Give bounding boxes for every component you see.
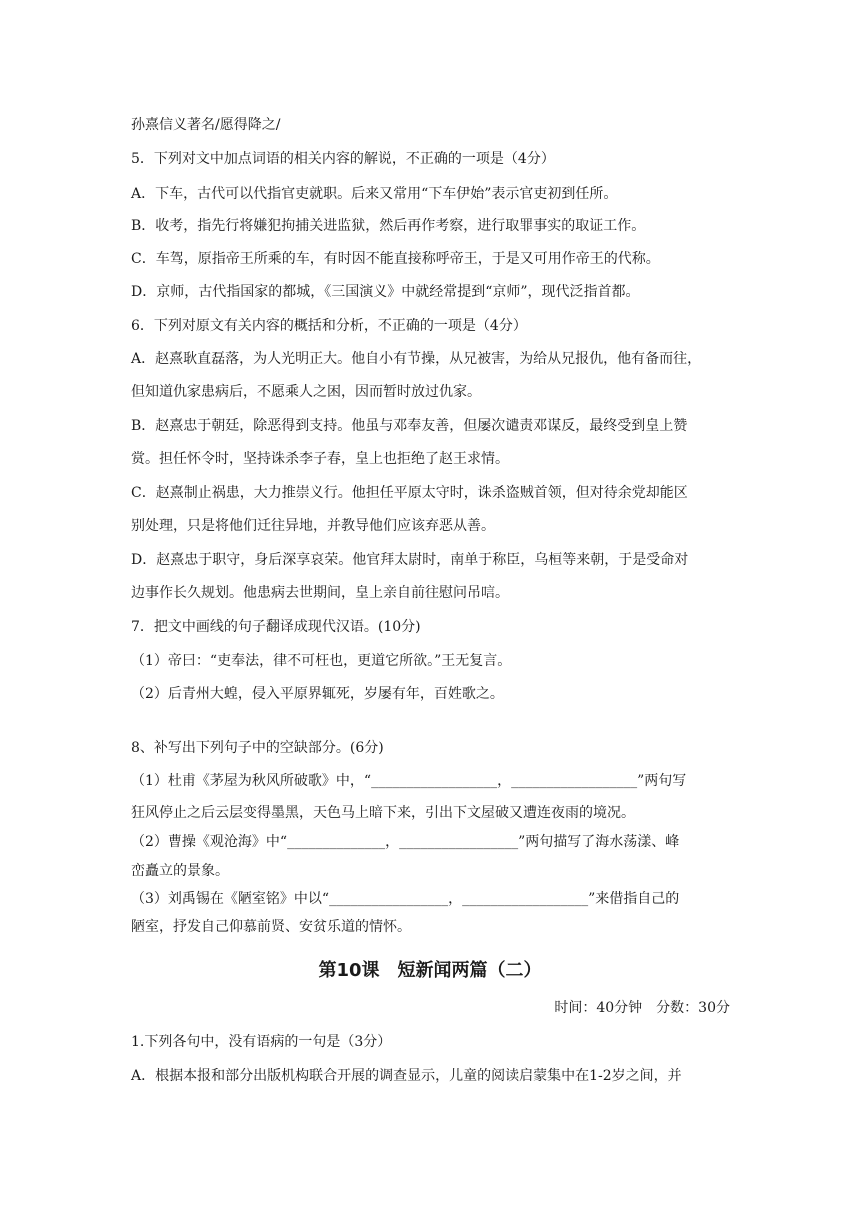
q8-item-2-line1: （2）曹操《观沧海》中“______________，_________________”两句描写了海水荡漾、峰 <box>131 834 680 850</box>
question-5-stem: 5．下列对文中加点词语的相关内容的解说，不正确的一项是（4分） <box>131 151 555 167</box>
q8-item-3-line1: （3）刘禹锡在《陋室铭》中以“_________________，__________________”来借指自己的 <box>131 891 680 907</box>
q7-sentence-1: （1）帝曰：“吏奉法，律不可枉也，更道它所欲。”王无复言。 <box>131 653 512 669</box>
q5-option-d: D．京师，古代指国家的都城，《三国演义》中就经常提到“京师”，现代泛指首都。 <box>131 284 640 300</box>
question-8-stem: 8、补写出下列句子中的空缺部分。(6分) <box>131 740 384 756</box>
lesson-title: 第10课 短新闻两篇（二） <box>318 960 542 981</box>
lesson-meta: 时间：40分钟 分数：30分 <box>554 1000 730 1016</box>
lesson-question-1-stem: 1.下列各句中，没有语病的一句是（3分） <box>131 1034 392 1050</box>
q8-item-3-line2: 陋室，抒发自己仰慕前贤、安贫乐道的情怀。 <box>131 919 411 935</box>
q6-option-c-line1: C．赵熹制止祸患，大力推崇义行。他担任平原太守时，诛杀盗贼首领，但对待余党却能区 <box>131 485 688 501</box>
q8-item-2-line2: 峦矗立的景象。 <box>131 863 229 879</box>
q5-option-a: A．下车，古代可以代指官吏就职。后来又常用“下车伊始”表示官吏初到任所。 <box>131 186 618 202</box>
q6-option-b-line1: B．赵熹忠于朝廷，除恶得到支持。他虽与邓奉友善，但屡次谴责邓谋反，最终受到皇上赞 <box>131 418 688 434</box>
question-7-stem: 7．把文中画线的句子翻译成现代汉语。(10分) <box>131 619 421 635</box>
q5-option-b: B．收考，指先行将嫌犯拘捕关进监狱，然后再作考察，进行取罪事实的取证工作。 <box>131 218 646 234</box>
q6-option-d-line2: 边事作长久规划。他患病去世期间，皇上亲自前往慰问吊唁。 <box>131 585 509 601</box>
q8-item-1-line1: （1）杜甫《茅屋为秋风所破歌》中，“__________________，__________________”两句写 <box>131 773 687 789</box>
lesson-q1-option-a: A．根据本报和部分出版机构联合开展的调查显示，儿童的阅读启蒙集中在1-2岁之间，并 <box>131 1068 682 1084</box>
q6-option-a-line2: 但知道仇家患病后，不愿乘人之困，因而暂时放过仇家。 <box>131 384 481 400</box>
q8-item-1-line2: 狂风停止之后云层变得墨黑，天色马上暗下来，引出下文屋破又遭连夜雨的境况。 <box>131 805 635 821</box>
q6-option-d-line1: D．赵熹忠于职守，身后深享哀荣。他官拜太尉时，南单于称臣，乌桓等来朝，于是受命对 <box>131 552 689 568</box>
q7-sentence-2: （2）后青州大蝗，侵入平原界辄死，岁屡有年，百姓歌之。 <box>131 686 504 702</box>
text-line: 孙熹信义著名/愿得降之/ <box>131 117 281 133</box>
q6-option-c-line2: 别处理，只是将他们迁往异地，并教导他们应该弃恶从善。 <box>131 518 495 534</box>
q6-option-b-line2: 赏。担任怀令时，坚持诛杀李子春，皇上也拒绝了赵王求情。 <box>131 451 509 467</box>
q6-option-a-line1: A．赵熹耿直磊落，为人光明正大。他自小有节操，从兄被害，为给从兄报仇，他有备而往， <box>131 351 702 367</box>
q5-option-c: C．车驾，原指帝王所乘的车，有时因不能直接称呼帝王，于是又可用作帝王的代称。 <box>131 251 660 267</box>
question-6-stem: 6．下列对原文有关内容的概括和分析，不正确的一项是（4分） <box>131 318 527 334</box>
